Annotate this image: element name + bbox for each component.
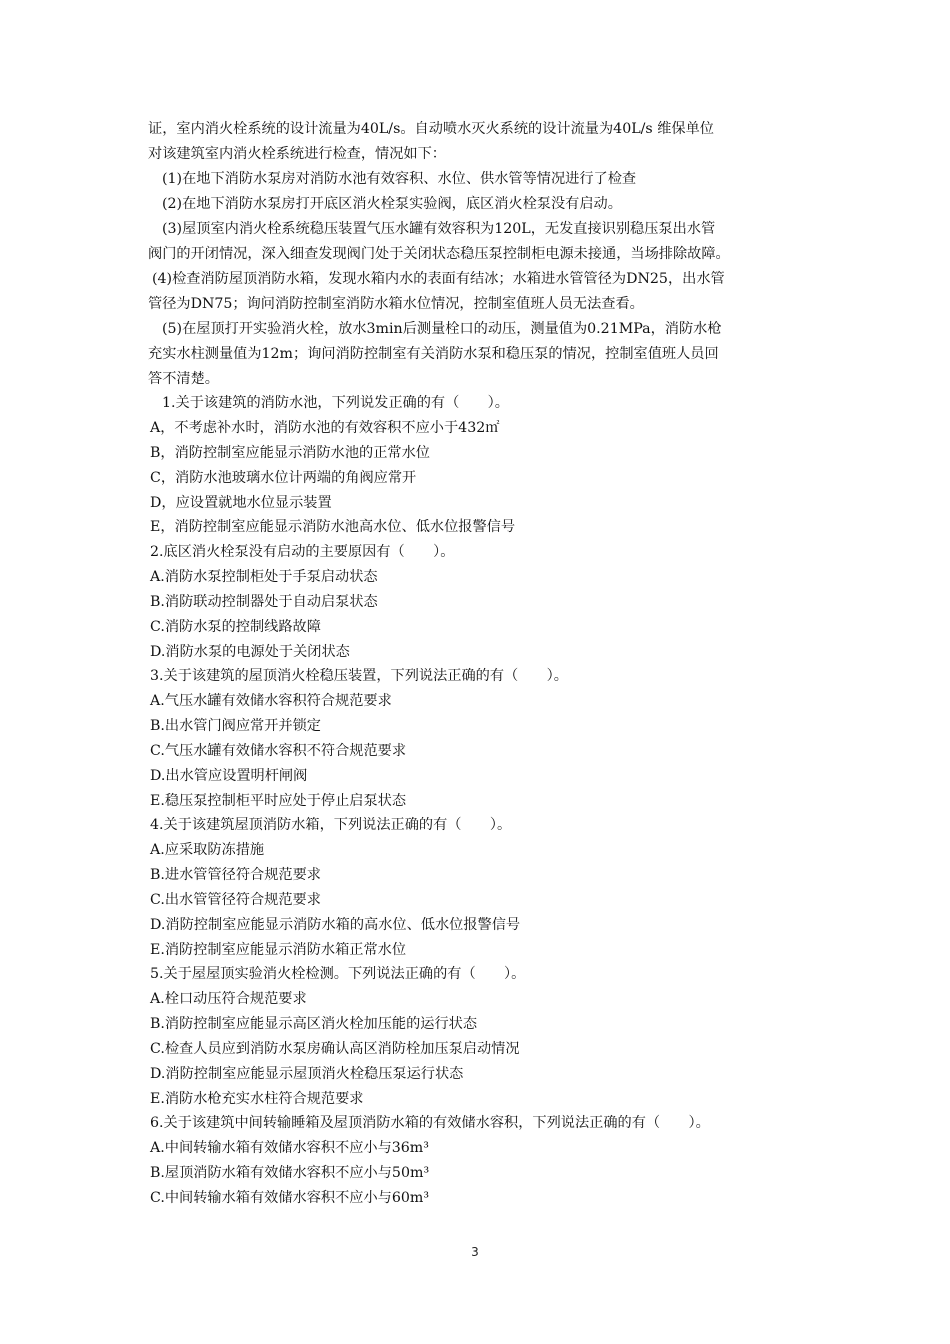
question-option: E.稳压泵控制柜平时应处于停止启泵状态 <box>150 793 407 809</box>
intro-line: 管径为DN75；询问消防控制室消防水箱水位情况，控制室值班人员无法查看。 <box>148 296 644 312</box>
question-option: A.中间转输水箱有效储水容积不应小与36m³ <box>150 1140 429 1156</box>
intro-line: (1)在地下消防水泵房对消防水池有效容积、水位、供水管等情况进行了检查 <box>162 171 637 187</box>
question-option: C.消防水泵的控制线路故障 <box>150 619 321 635</box>
question-option: D.消防控制室应能显示屋顶消火栓稳压泵运行状态 <box>150 1066 464 1082</box>
question-option: D.消防水泵的电源处于关闭状态 <box>150 644 350 660</box>
intro-line: 证，室内消火栓系统的设计流量为40L/s。自动喷水灭火系统的设计流量为40L/s 维保单位 <box>148 121 714 137</box>
question-stem: 1.关于该建筑的消防水池，下列说发正确的有（ ）。 <box>162 395 509 411</box>
question-option: E.消防控制室应能显示消防水箱正常水位 <box>150 942 407 958</box>
question-option: A.栓口动压符合规范要求 <box>150 991 307 1007</box>
question-stem: 4.关于该建筑屋顶消防水箱，下列说法正确的有（ ）。 <box>150 817 512 833</box>
intro-line: (2)在地下消防水泵房打开底区消火栓泵实验阀，底区消火栓泵没有启动。 <box>162 196 622 212</box>
intro-line: (4)检查消防屋顶消防水箱，发现水箱内水的表面有结冰；水箱进水管管径为DN25，出水管 <box>152 271 725 287</box>
question-option: D.消防控制室应能显示消防水箱的高水位、低水位报警信号 <box>150 917 521 933</box>
question-option: B.屋顶消防水箱有效储水容积不应小与50m³ <box>150 1165 430 1181</box>
intro-line: (3)屋顶室内消火栓系统稳压装置气压水罐有效容积为120L，无发直接识别稳压泵出水管 <box>162 221 716 237</box>
intro-line: 阀门的开闭情况，深入细查发现阀门处于关闭状态稳压泵控制柜电源未接通，当场排除故障。 <box>148 246 730 262</box>
question-option: B.出水管门阀应常开并锁定 <box>150 718 321 734</box>
question-option: B，消防控制室应能显示消防水池的正常水位 <box>150 445 430 461</box>
intro-line: 充实水柱测量值为12m；询问消防控制室有关消防水泵和稳压泵的情况，控制室值班人员回 <box>148 346 719 362</box>
question-option: B.消防联动控制器处于自动启泵状态 <box>150 594 378 610</box>
question-option: B.消防控制室应能显示高区消火栓加压能的运行状态 <box>150 1016 478 1032</box>
question-option: A.气压水罐有效储水容积符合规范要求 <box>150 693 392 709</box>
question-option: C.气压水罐有效储水容积不符合规范要求 <box>150 743 407 759</box>
question-option: C.中间转输水箱有效储水容积不应小与60m³ <box>150 1190 430 1206</box>
question-option: B.进水管管径符合规范要求 <box>150 867 321 883</box>
question-option: A.消防水泵控制柜处于手泵启动状态 <box>150 569 378 585</box>
question-option: C，消防水池玻璃水位计两端的角阀应常开 <box>150 470 417 486</box>
question-option: A，不考虑补水时，消防水池的有效容积不应小于432㎡ <box>150 420 500 436</box>
question-option: D，应设置就地水位显示装置 <box>150 495 332 511</box>
question-option: D.出水管应设置明杆闸阀 <box>150 768 308 784</box>
question-stem: 3.关于该建筑的屋顶消火栓稳压装置，下列说法正确的有（ ）。 <box>150 668 568 684</box>
question-option: E.消防水枪充实水柱符合规范要求 <box>150 1091 364 1107</box>
intro-line: 对该建筑室内消火栓系统进行检查，情况如下： <box>148 146 446 162</box>
intro-line: 答不清楚。 <box>148 371 219 387</box>
question-option: C.检查人员应到消防水泵房确认高区消防栓加压泵启动情况 <box>150 1041 520 1057</box>
intro-line: (5)在屋顶打开实验消火栓，放水3min后测量栓口的动压，测量值为0.21MPa，消防水枪 <box>162 321 722 337</box>
question-option: E，消防控制室应能显示消防水池高水位、低水位报警信号 <box>150 519 516 535</box>
question-stem: 5.关于屋屋顶实验消火栓检测。下列说法正确的有（ ）。 <box>150 966 526 982</box>
page-number: 3 <box>471 1245 479 1259</box>
question-option: C.出水管管径符合规范要求 <box>150 892 321 908</box>
question-stem: 6.关于该建筑中间转输睡箱及屋顶消防水箱的有效储水容积，下列说法正确的有（ ）。 <box>150 1115 710 1131</box>
question-option: A.应采取防冻措施 <box>150 842 265 858</box>
question-stem: 2.底区消火栓泵没有启动的主要原因有（ ）。 <box>150 544 455 560</box>
